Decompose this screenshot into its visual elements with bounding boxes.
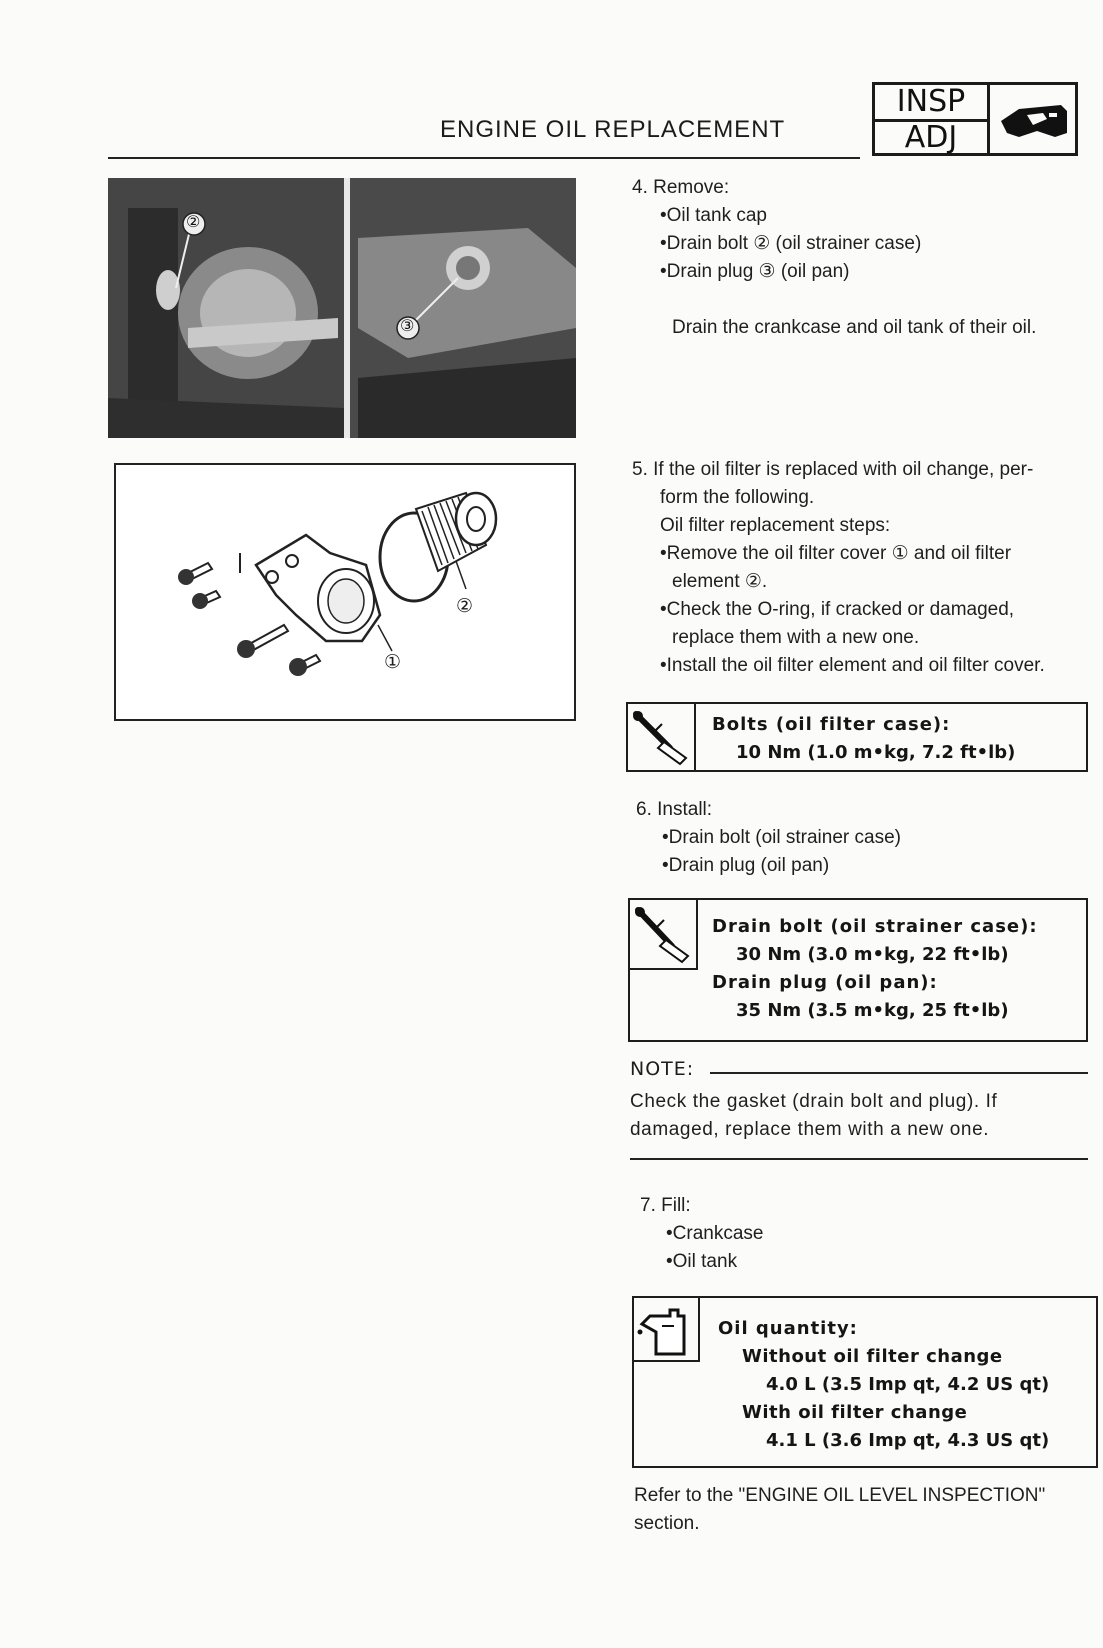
oil-can-icon [634, 1298, 698, 1360]
step5-bullet-3: •Install the oil filter element and oil filter cover. [660, 655, 1045, 676]
torque-spec-filter-case [626, 702, 1088, 772]
torque2-label-2: Drain plug (oil pan): [712, 972, 938, 993]
step5-bullet-2: •Check the O-ring, if cracked or damaged, [660, 599, 1015, 620]
wrench-icon [997, 95, 1073, 145]
oil-without-value: 4.0 L (3.5 Imp qt, 4.2 US qt) [766, 1374, 1050, 1395]
note-end-rule [630, 1158, 1088, 1160]
step6-heading: 6. Install: [636, 799, 713, 820]
torque2-value-2: 35 Nm (3.5 m•kg, 25 ft•lb) [736, 1000, 1009, 1021]
torque1-label: Bolts (oil filter case): [712, 714, 951, 735]
step7-bullet-2: •Oil tank [666, 1251, 738, 1272]
step5-line-2: form the following. [660, 487, 815, 508]
step5-bullet-1b: element ②. [672, 571, 768, 592]
torque-spec-drain [628, 898, 1088, 1042]
step4-bullet-2: •Drain bolt ② (oil strainer case) [660, 233, 922, 254]
oil-with-label: With oil filter change [742, 1402, 968, 1423]
page-title: ENGINE OIL REPLACEMENT [440, 116, 786, 143]
photo-label-3: ③ [400, 318, 415, 335]
torque-wrench-icon [628, 704, 694, 768]
refer-line-1: Refer to the "ENGINE OIL LEVEL INSPECTION" [634, 1485, 1046, 1506]
note-rule [710, 1072, 1088, 1074]
title-rule [108, 157, 860, 159]
step4-bullet-1: •Oil tank cap [660, 205, 767, 226]
section-badge [872, 82, 1078, 156]
note-line-1: Check the gasket (drain bolt and plug). If [630, 1091, 998, 1112]
torque-wrench-icon [630, 900, 696, 966]
torque2-value-1: 30 Nm (3.0 m•kg, 22 ft•lb) [736, 944, 1009, 965]
torque1-value: 10 Nm (1.0 m•kg, 7.2 ft•lb) [736, 742, 1016, 763]
badge-adj: ADJ [904, 120, 958, 155]
step5-line-3: Oil filter replacement steps: [660, 515, 891, 536]
diagram-label-1: ① [384, 652, 402, 673]
step5-bullet-2b: replace them with a new one. [672, 627, 920, 648]
oil-with-value: 4.1 L (3.6 Imp qt, 4.3 US qt) [766, 1430, 1050, 1451]
refer-line-2: section. [634, 1513, 700, 1534]
step5-bullet-1: •Remove the oil filter cover ① and oil filter [660, 543, 1012, 564]
torque2-label-1: Drain bolt (oil strainer case): [712, 916, 1038, 937]
photo-label-2: ② [186, 214, 201, 231]
step7-bullet-1: •Crankcase [666, 1223, 764, 1244]
step4-bullet-3: •Drain plug ③ (oil pan) [660, 261, 850, 282]
badge-insp: INSP [896, 84, 966, 119]
filter-diagram [114, 463, 576, 721]
diagram-label-2: ② [456, 596, 474, 617]
step4-heading: 4. Remove: [632, 177, 730, 198]
note-label: NOTE: [630, 1058, 695, 1080]
engine-photo [108, 178, 576, 438]
note-line-2: damaged, replace them with a new one. [630, 1119, 990, 1140]
step6-bullet-1: •Drain bolt (oil strainer case) [662, 827, 901, 848]
oil-quantity-label: Oil quantity: [718, 1318, 858, 1339]
step5-line-1: 5. If the oil filter is replaced with oil change, per- [632, 459, 1034, 480]
step7-heading: 7. Fill: [640, 1195, 691, 1216]
step6-bullet-2: •Drain plug (oil pan) [662, 855, 830, 876]
oil-quantity-spec [632, 1296, 1098, 1468]
oil-without-label: Without oil filter change [742, 1346, 1003, 1367]
step4-note: Drain the crankcase and oil tank of their oil. [672, 317, 1037, 338]
